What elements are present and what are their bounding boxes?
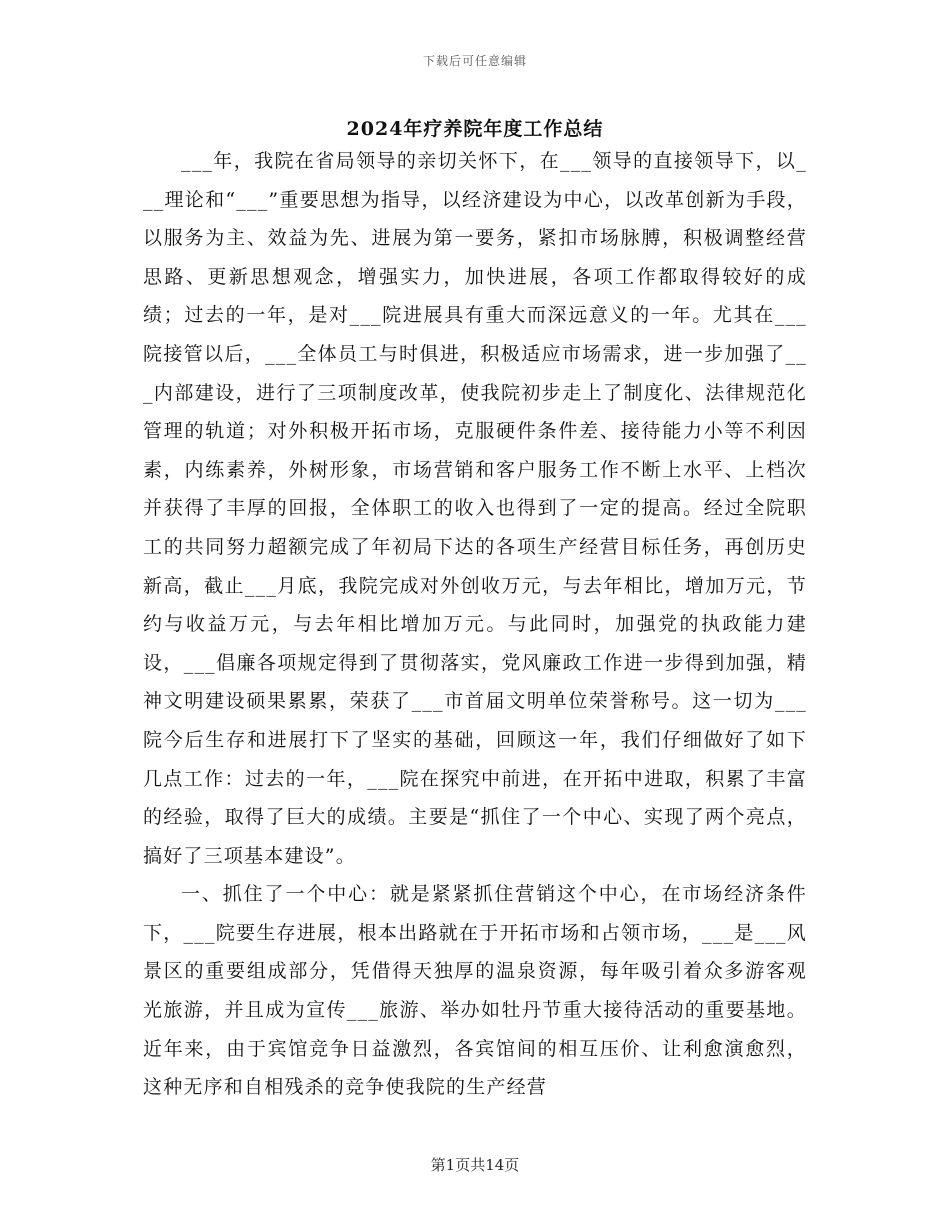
paragraph-section-one: 一、抓住了一个中心：就是紧紧抓住营销这个中心，在市场经济条件下，___院要生存进展，根本出路就在于开拓市场和占领市场，___是___风景区的重要组成部分，凭借得天独厚的温泉资源，每年吸引着众多游客观光旅游，并且成为宣传___旅游、举办如牡丹节重大接待活动的重要基地。近年来，由于宾馆竞争日益激烈，各宾馆间的相互压价、让利愈演愈烈，这种无序和自相残杀的竞争使我院的生产经营 [143,883,807,1099]
page-number-footer: 第1页共14页 [430,1156,520,1174]
page-header-note: 下载后可任意编辑 [422,54,527,68]
document-body [143,142,807,1107]
paragraph-intro: ___年，我院在省局领导的亲切关怀下，在___领导的直接领导下，以___理论和“___”重要思想为指导，以经济建设为中心，以改革创新为手段，以服务为主、效益为先、进展为第一要务，紧扣市场脉膊，积极调整经营思路、更新思想观念，增强实力，加快进展，各项工作都取得较好的成绩；过去的一年，是对___院进展具有重大而深远意义的一年。尤其在___院接管以后，___全体员工与时俱进，积极适应市场需求，进一步加强了___内部建设，进行了三项制度改革，使我院初步走上了制度化、法律规范化管理的轨道；对外积极开拓市场，克服硬件条件差、接待能力小等不利因素，内练素养，外树形象，市场营销和客户服务工作不断上水平、上档次并获得了丰厚的回报，全体职工的收入也得到了一定的提高。经过全院职工的共同努力超额完成了年初局下达的各项生产经营目标任务，再创历史新高，截止___月底，我院完成对外创收万元，与去年相比，增加万元，节约与收益万元，与去年相比增加万元。与此同时，加强党的执政能力建设，___倡廉各项规定得到了贯彻落实，党风廉政工作进一步得到加强，精神文明建设硕果累累，荣获了___市首届文明单位荣誉称号。这一切为___院今后生存和进展打下了坚实的基础，回顾这一年，我们仔细做好了如下几点工作：过去的一年，___院在探究中前进，在开拓中进取，积累了丰富的经验，取得了巨大的成绩。主要是“抓住了一个中心、实现了两个亮点，搞好了三项基本建设”。 [143,150,807,867]
document-title: 2024年疗养院年度工作总结 [346,118,604,140]
